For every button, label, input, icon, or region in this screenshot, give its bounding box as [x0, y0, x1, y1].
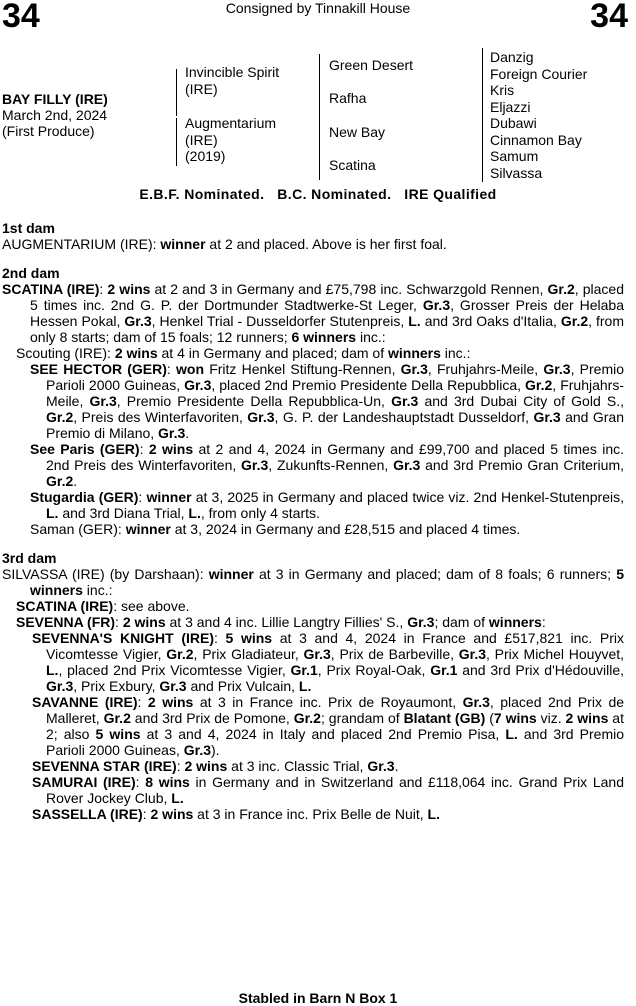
pedigree-ancestor: Dubawi [490, 115, 537, 131]
pedigree-entry: Scouting (IRE): 2 wins at 4 in Germany and placed; dam of winners inc.: [16, 345, 471, 361]
section-heading: 3rd dam [2, 550, 57, 566]
pedigree-sire: Invincible Spirit (IRE) [185, 64, 280, 97]
pedigree-ancestor: Silvassa [490, 164, 543, 181]
pedigree-entry: SCATINA (IRE): 2 wins at 2 and 3 in Germany and £75,798 inc. Schwarzgold Rennen, Gr.2, placed 5 times inc. 2nd G. P. der Dortmunder Stadtwerke-St Leger, Gr.3, Grosser Preis der Helaba Hessen Pokal, Gr.3, Henkel Trial - Dusseldorfer Stutenpreis, L. and 3rd Oaks d'Italia, Gr.2, from only 8 starts; dam of 15 foals; 12 runners; 6 winners inc.: [2, 281, 625, 345]
pedigree-entry: SASSELLA (IRE): 2 wins at 3 in France inc. Prix Belle de Nuit, L. [32, 806, 440, 822]
pedigree-entry: SCATINA (IRE): see above. [16, 598, 190, 614]
nominations-line: E.B.F. Nominated. B.C. Nominated. IRE Qualified [139, 186, 497, 202]
horse-foaled: March 2nd, 2024 [2, 107, 108, 123]
lot-number-left: 34 [2, 0, 40, 35]
pedigree-entry: SAMURAI (IRE): 8 wins in Germany and in Switzerland and £118,064 inc. Grand Prix Land Rover Jockey Club, L. [32, 774, 624, 806]
pedigree-entry: AUGMENTARIUM (IRE): winner at 2 and placed. Above is her first foal. [2, 236, 447, 252]
pedigree-ancestor: Eljazzi [490, 98, 531, 115]
consignor: Consigned by Tinnakill House [225, 0, 411, 16]
pedigree-bracket-1b [176, 118, 177, 166]
pedigree-ancestor: Kris [490, 82, 515, 98]
section-heading: 1st dam [2, 220, 55, 236]
pedigree-entry: Saman (GER): winner at 3, 2024 in Germany and £28,515 and placed 4 times. [30, 521, 521, 537]
pedigree-grandparent: Rafha [329, 90, 367, 106]
section-heading: 2nd dam [2, 265, 60, 281]
pedigree-dam: Augmentarium (IRE) (2019) [185, 115, 277, 164]
pedigree-entry: SEVENNA'S KNIGHT (IRE): 5 wins at 3 and 4, 2024 in France and £517,821 inc. Prix Vicomtesse Vigier, Gr.2, Prix Gladiateur, Gr.3, Prix de Barbeville, Gr.3, Prix Michel Houyvet, L., placed 2nd Prix Vicomtesse Vigier, Gr.1, Prix Royal-Oak, Gr.1 and 3rd Prix d'Hédouville, Gr.3, Prix Exbury, Gr.3 and Prix Vulcain, L. [32, 630, 625, 694]
pedigree-grandparent: Green Desert [329, 57, 414, 73]
pedigree-bracket-3 [482, 48, 483, 182]
pedigree-grandparent: Scatina [329, 157, 376, 173]
pedigree-entry: SEVENNA (FR): 2 wins at 3 and 4 inc. Lillie Langtry Fillies' S., Gr.3; dam of winners: [16, 614, 546, 630]
pedigree-entry: SAVANNE (IRE): 2 wins at 3 in France inc. Prix de Royaumont, Gr.3, placed 2nd Prix de Malleret, Gr.2 and 3rd Prix de Pomone, Gr.2; grandam of Blatant (GB) (7 wins viz. 2 wins at 2; also 5 wins at 3 and 4, 2024 in Italy and placed 2nd Premio Pisa, L. and 3rd Premio Parioli 2000 Guineas, Gr.3). [32, 694, 625, 758]
pedigree-ancestor: Cinnamon Bay [490, 131, 582, 148]
horse-note: (First Produce) [2, 123, 95, 139]
lot-number-right: 34 [590, 0, 628, 35]
pedigree-great-grandparents [490, 49, 587, 181]
pedigree-entry: Stugardia (GER): winner at 3, 2025 in Germany and placed twice viz. 2nd Henkel-Stutenpreis, L. and 3rd Diana Trial, L., from only 4 starts. [30, 489, 625, 521]
first-dam-section [2, 220, 624, 252]
pedigree-entry: SEE HECTOR (GER): won Fritz Henkel Stiftung-Rennen, Gr.3, Fruhjahrs-Meile, Gr.3, Premio Parioli 2000 Guineas, Gr.3, placed 2nd Premio Presidente Della Repubblica, Gr.2, Fruhjahrs-Meile, Gr.3, Premio Presidente Della Repubblica-Un, Gr.3 and 3rd Dubai City of Gold S., Gr.2, Preis des Winterfavoriten, Gr.3, G. P. der Landeshauptstadt Dusseldorf, Gr.3 and Gran Premio di Milano, Gr.3. [30, 361, 625, 441]
third-dam-section [2, 550, 624, 822]
horse-name: BAY FILLY (IRE) [2, 91, 108, 107]
pedigree-bracket-1a [176, 69, 177, 116]
section-entries [2, 566, 624, 822]
pedigree-entry: SILVASSA (IRE) (by Darshaan): winner at 3 in Germany and placed; dam of 8 foals; 6 runners; 5 winners inc.: [2, 566, 624, 598]
catalogue-page [2, 220, 624, 822]
pedigree-entry: SEVENNA STAR (IRE): 2 wins at 3 inc. Classic Trial, Gr.3. [32, 758, 399, 774]
second-dam-section [2, 265, 624, 537]
pedigree-grandparent: New Bay [329, 124, 386, 140]
pedigree-entry: See Paris (GER): 2 wins at 2 and 4, 2024 in Germany and £99,700 and placed 5 times inc. 2nd Preis des Winterfavoriten, Gr.3, Zukunfts-Rennen, Gr.3 and 3rd Premio Gran Criterium, Gr.2. [30, 441, 625, 489]
stabling-info: Stabled in Barn N Box 1 [238, 990, 398, 1006]
pedigree-bracket-2 [319, 54, 320, 180]
section-entries [2, 236, 624, 252]
pedigree-ancestor: Samum [490, 148, 539, 164]
pedigree-ancestor: Danzig [490, 49, 534, 65]
pedigree-ancestor: Foreign Courier [490, 65, 588, 82]
section-entries [2, 281, 624, 537]
